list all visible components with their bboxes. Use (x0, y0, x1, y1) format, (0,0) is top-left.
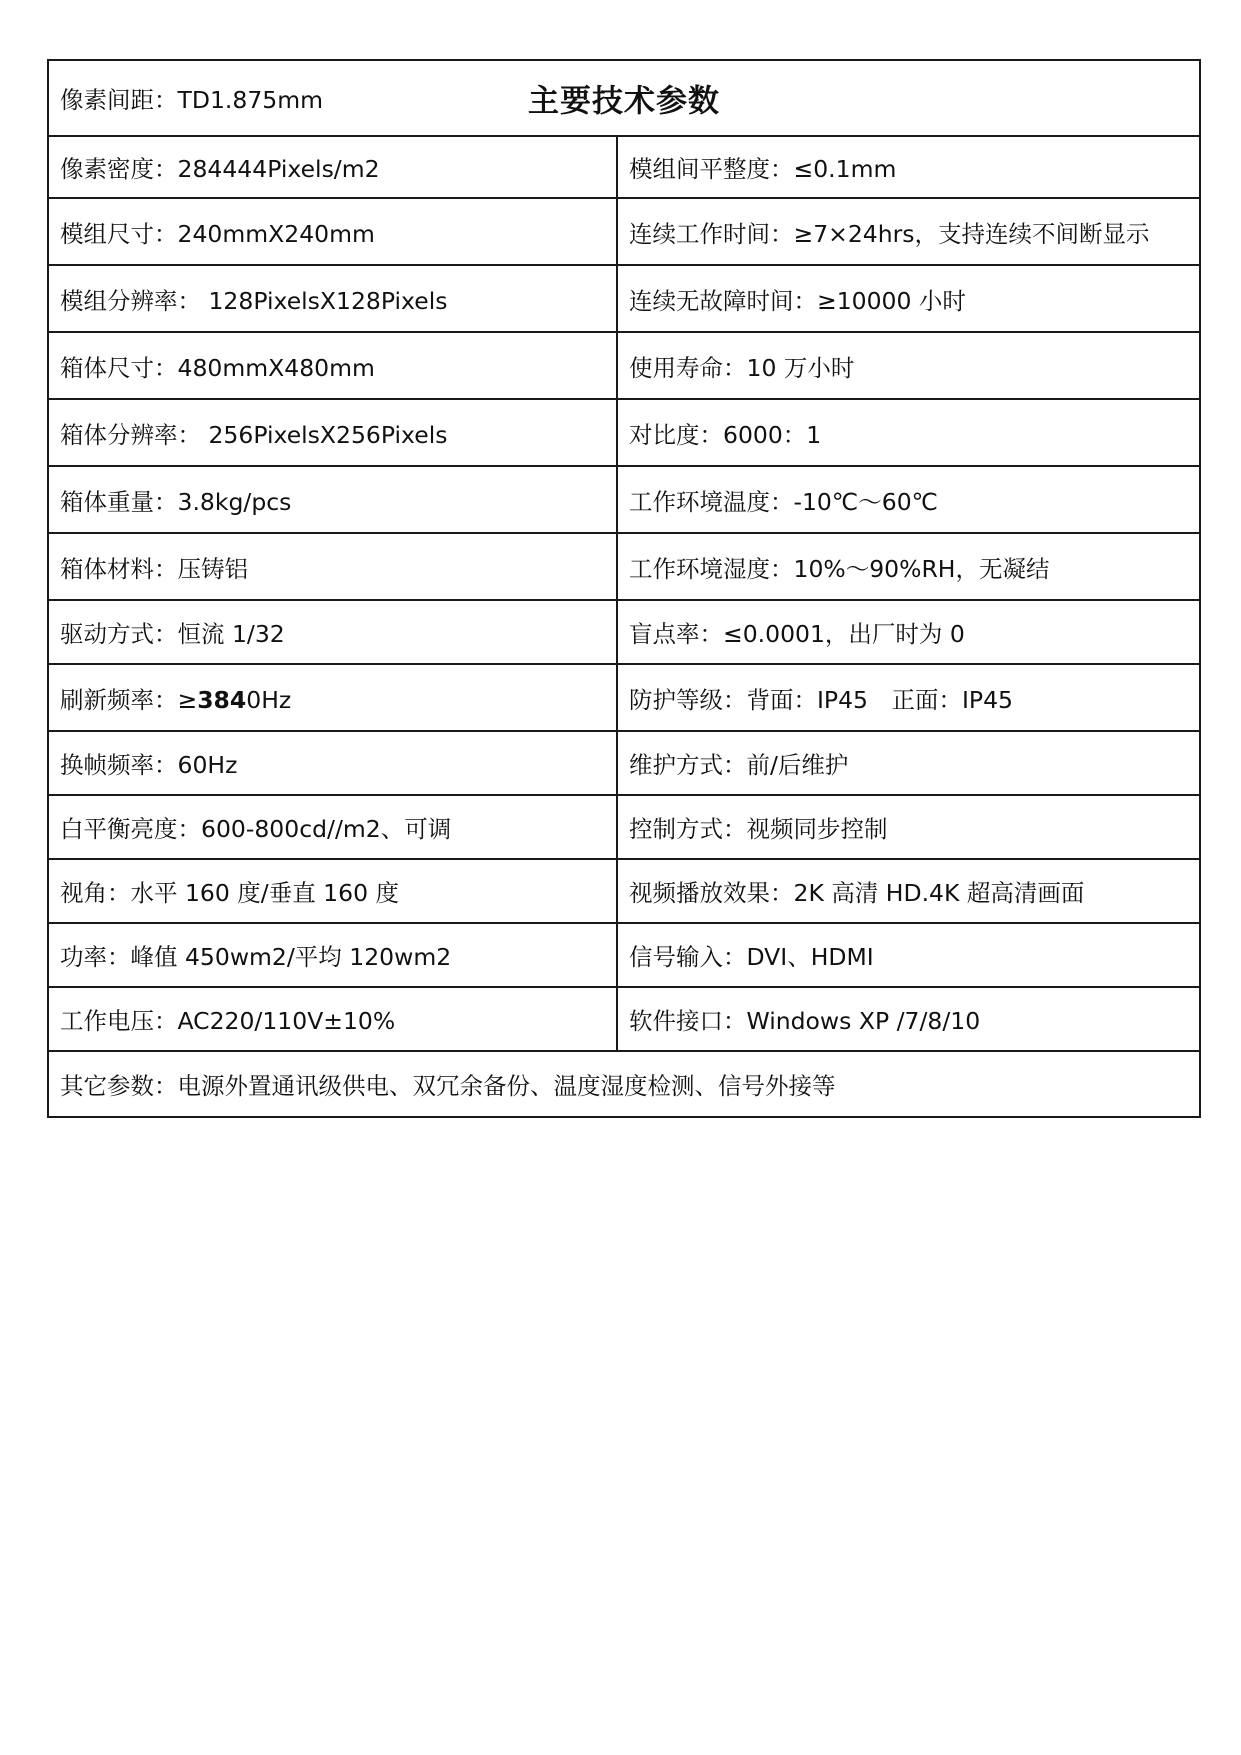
spec-operating-humidity: 工作环境湿度：10%～90%RH，无凝结 (617, 533, 1200, 600)
header-cell (48, 60, 1200, 136)
table-row (48, 664, 1200, 731)
spec-video-playback: 视频播放效果：2K 高清 HD.4K 超高清画面 (617, 859, 1200, 923)
spec-dead-pixel-rate: 盲点率：≤0.0001，出厂时为 0 (617, 600, 1200, 664)
spec-drive-mode: 驱动方式：恒流 1/32 (48, 600, 617, 664)
table-row (48, 136, 1200, 198)
refresh-rate-suffix: 0Hz (246, 685, 292, 714)
table-row (48, 399, 1200, 466)
spec-refresh-rate (48, 664, 617, 731)
spec-protection-level: 防护等级：背面：IP45 正面：IP45 (617, 664, 1200, 731)
spec-cabinet-material: 箱体材料：压铸铝 (48, 533, 617, 600)
spec-software-interface: 软件接口：Windows XP /7/8/10 (617, 987, 1200, 1051)
spec-pixel-density: 像素密度：284444Pixels/m2 (48, 136, 617, 198)
spec-module-flatness: 模组间平整度：≤0.1mm (617, 136, 1200, 198)
spec-frame-rate: 换帧频率：60Hz (48, 731, 617, 795)
table-row (48, 198, 1200, 265)
table-row (48, 466, 1200, 533)
refresh-rate-prefix: 刷新频率：≥ (60, 685, 198, 714)
spec-viewing-angle: 视角：水平 160 度/垂直 160 度 (48, 859, 617, 923)
table-row (48, 987, 1200, 1051)
footer-row (48, 1051, 1200, 1117)
spec-contrast: 对比度：6000：1 (617, 399, 1200, 466)
page-title: 主要技术参数 (528, 83, 720, 120)
table-row (48, 332, 1200, 399)
spec-module-resolution: 模组分辨率： 128PixelsX128Pixels (48, 265, 617, 332)
header-row (48, 60, 1200, 136)
spec-voltage: 工作电压：AC220/110V±10% (48, 987, 617, 1051)
spec-maintenance: 维护方式：前/后维护 (617, 731, 1200, 795)
table-row (48, 265, 1200, 332)
spec-other-params: 其它参数：电源外置通讯级供电、双冗余备份、温度湿度检测、信号外接等 (48, 1051, 1200, 1117)
spec-power: 功率：峰值 450wm2/平均 120wm2 (48, 923, 617, 987)
spec-module-size: 模组尺寸：240mmX240mm (48, 198, 617, 265)
spec-signal-input: 信号输入：DVI、HDMI (617, 923, 1200, 987)
table-row (48, 731, 1200, 795)
table-row (48, 795, 1200, 859)
spec-white-balance-brightness: 白平衡亮度：600-800cd//m2、可调 (48, 795, 617, 859)
refresh-rate-bold-digits: 384 (197, 685, 247, 714)
spec-lifespan: 使用寿命：10 万小时 (617, 332, 1200, 399)
spec-operating-temperature: 工作环境温度：-10℃～60℃ (617, 466, 1200, 533)
spec-cabinet-resolution: 箱体分辨率： 256PixelsX256Pixels (48, 399, 617, 466)
table-row (48, 859, 1200, 923)
spec-cabinet-size: 箱体尺寸：480mmX480mm (48, 332, 617, 399)
table-row (48, 600, 1200, 664)
table-row (48, 533, 1200, 600)
pixel-pitch: 像素间距：TD1.875mm (60, 86, 324, 114)
spec-table (47, 59, 1201, 1118)
spec-continuous-operation: 连续工作时间：≥7×24hrs，支持连续不间断显示 (617, 198, 1200, 265)
spec-cabinet-weight: 箱体重量：3.8kg/pcs (48, 466, 617, 533)
spec-mtbf: 连续无故障时间：≥10000 小时 (617, 265, 1200, 332)
spec-control-mode: 控制方式：视频同步控制 (617, 795, 1200, 859)
table-row (48, 923, 1200, 987)
